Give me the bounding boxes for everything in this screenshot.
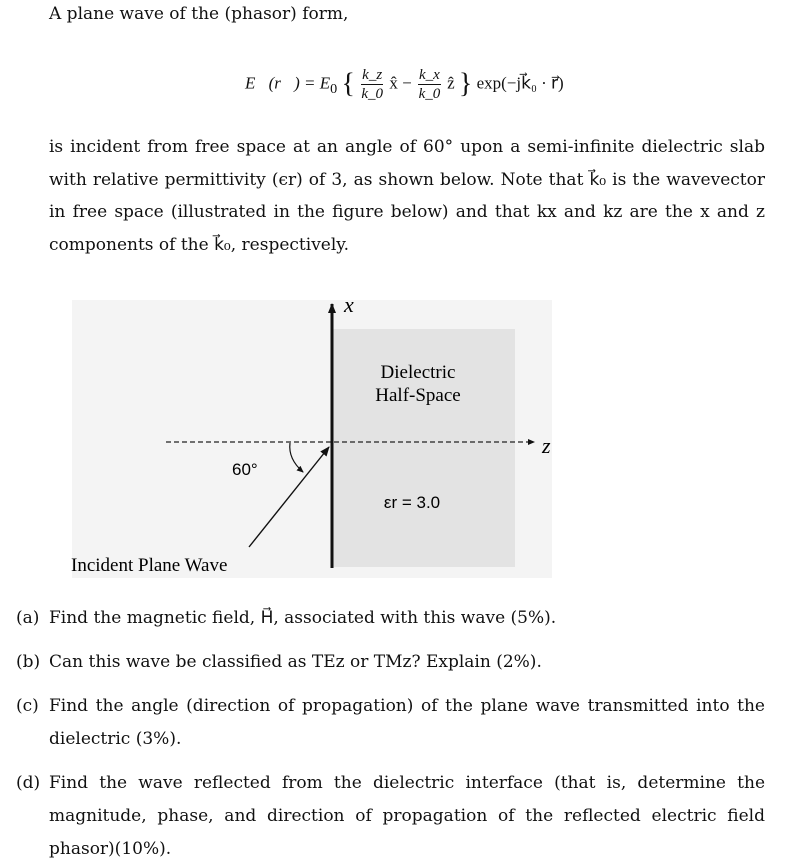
field-equation bbox=[245, 66, 564, 103]
question-c-label: (c) bbox=[16, 696, 39, 716]
problem-paragraph: is incident from free space at an angle of 60° upon a semi-infinite dielectric slab with relative permittivity (ϵr) of 3, as shown below. Note that k⃗₀ is the wavevector in free space (illustrated in the figure below) and that kx and kz are the x and z components of the k⃗₀, respectively. bbox=[49, 137, 765, 255]
z-axis-label: z bbox=[542, 433, 551, 458]
wave-label: Incident Plane Wave bbox=[71, 555, 228, 576]
equation-lhs: E⃗(r⃗) = E bbox=[245, 73, 331, 93]
question-a bbox=[16, 602, 765, 635]
minus-sign: − bbox=[402, 73, 412, 93]
region-label-line2: Half-Space bbox=[375, 385, 461, 406]
question-d-label: (d) bbox=[16, 773, 41, 793]
fraction1-denominator: k_0 bbox=[361, 86, 383, 102]
right-brace: } bbox=[458, 68, 473, 100]
question-b-label: (b) bbox=[16, 652, 41, 672]
question-a-label: (a) bbox=[16, 608, 40, 628]
fraction-kx-k0 bbox=[418, 66, 441, 103]
fraction2-denominator: k_0 bbox=[418, 86, 441, 102]
question-d bbox=[16, 767, 765, 866]
question-b bbox=[16, 646, 765, 679]
permittivity-label: εr = 3.0 bbox=[383, 493, 441, 512]
exponential-term: exp(−jk⃗₀ · r⃗) bbox=[476, 73, 564, 93]
x-axis-label: x bbox=[344, 292, 354, 317]
fraction2-numerator: k_x bbox=[419, 67, 440, 83]
fraction-kz-k0 bbox=[361, 66, 383, 103]
incidence-diagram bbox=[66, 292, 556, 582]
equation-lhs-sub: 0 bbox=[330, 80, 338, 97]
unit-vector-z: ẑ bbox=[447, 73, 455, 93]
unit-vector-x: x̂ bbox=[389, 73, 398, 93]
question-c bbox=[16, 690, 765, 756]
left-brace: { bbox=[341, 68, 355, 100]
fraction1-numerator: k_z bbox=[362, 67, 383, 83]
question-c-text: Find the angle (direction of propagation) of the plane wave transmitted into the dielectric (3%). bbox=[49, 696, 765, 749]
question-d-text: Find the wave reflected from the dielectric interface (that is, determine the magnitude, phase, and direction of propagation of the reflected electric field phasor)(10%). bbox=[49, 773, 765, 859]
intro-line: A plane wave of the (phasor) form, bbox=[49, 4, 349, 24]
angle-label: 60° bbox=[232, 460, 258, 479]
question-a-text: Find the magnetic field, H⃗, associated with this wave (5%). bbox=[49, 608, 557, 628]
question-b-text: Can this wave be classified as TEz or TMz? Explain (2%). bbox=[49, 652, 542, 672]
region-label-line1: Dielectric bbox=[380, 362, 456, 383]
